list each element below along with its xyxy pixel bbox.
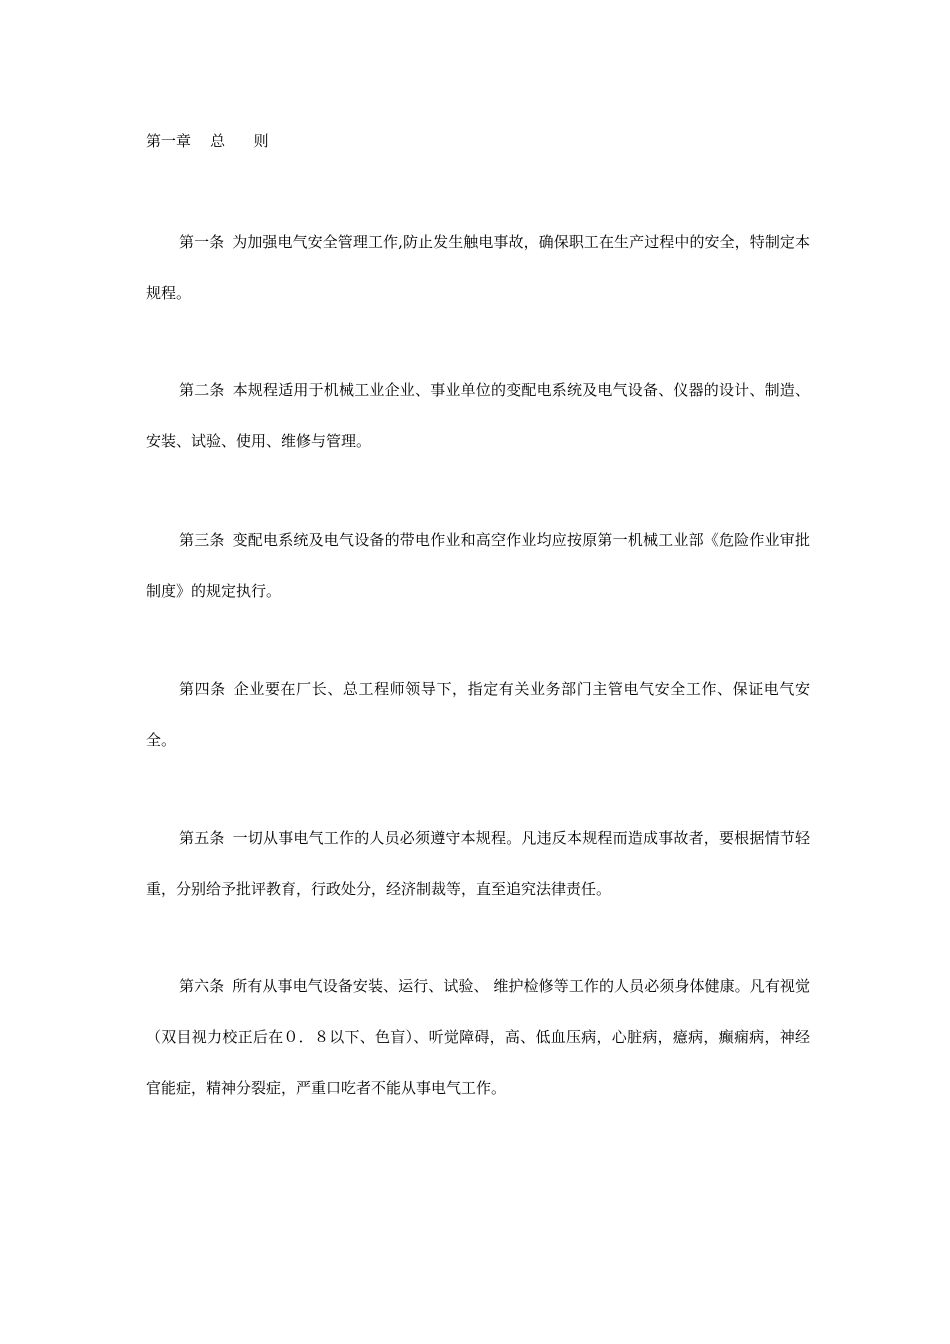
article-5: [146, 813, 810, 915]
article-6: [146, 961, 810, 1114]
article-text: 变配电系统及电气设备的带电作业和高空作业均应按原第一机械工业部《危险作业审批制度》的规定执行。: [146, 531, 810, 600]
article-text: 企业要在厂长、总工程师领导下，指定有关业务部门主管电气安全工作、保证电气安全。: [146, 680, 810, 749]
article-2: [146, 365, 810, 467]
article-text: 一切从事电气工作的人员必须遵守本规程。凡违反本规程而造成事故者，要根据情节轻重，分别给予批评教育，行政处分，经济制裁等，直至追究法律责任。: [146, 829, 810, 898]
article-4: [146, 664, 810, 766]
article-label: 第一条: [179, 233, 225, 251]
article-label: 第五条: [179, 829, 225, 847]
article-text: 本规程适用于机械工业企业、事业单位的变配电系统及电气设备、仪器的设计、制造、安装、试验、使用、维修与管理。: [146, 381, 810, 450]
article-label: 第六条: [179, 977, 225, 995]
article-label: 第二条: [179, 381, 225, 399]
article-1: [146, 217, 810, 319]
article-text: 所有从事电气设备安装、运行、试验、 维护检修等工作的人员必须身体健康。凡有视觉（双目视力校正后在０．８以下、色盲）、听觉障碍，高、低血压病，心脏病，癔病，癫痫病，神经官能症，精神分裂症，严重口吃者不能从事电气工作。: [146, 977, 810, 1097]
article-3: [146, 515, 810, 617]
chapter-title: 第一章 总 则: [146, 132, 269, 150]
article-label: 第三条: [179, 531, 225, 549]
article-text: 为加强电气安全管理工作,防止发生触电事故，确保职工在生产过程中的安全，特制定本规程。: [146, 233, 810, 302]
article-label: 第四条: [179, 680, 226, 698]
